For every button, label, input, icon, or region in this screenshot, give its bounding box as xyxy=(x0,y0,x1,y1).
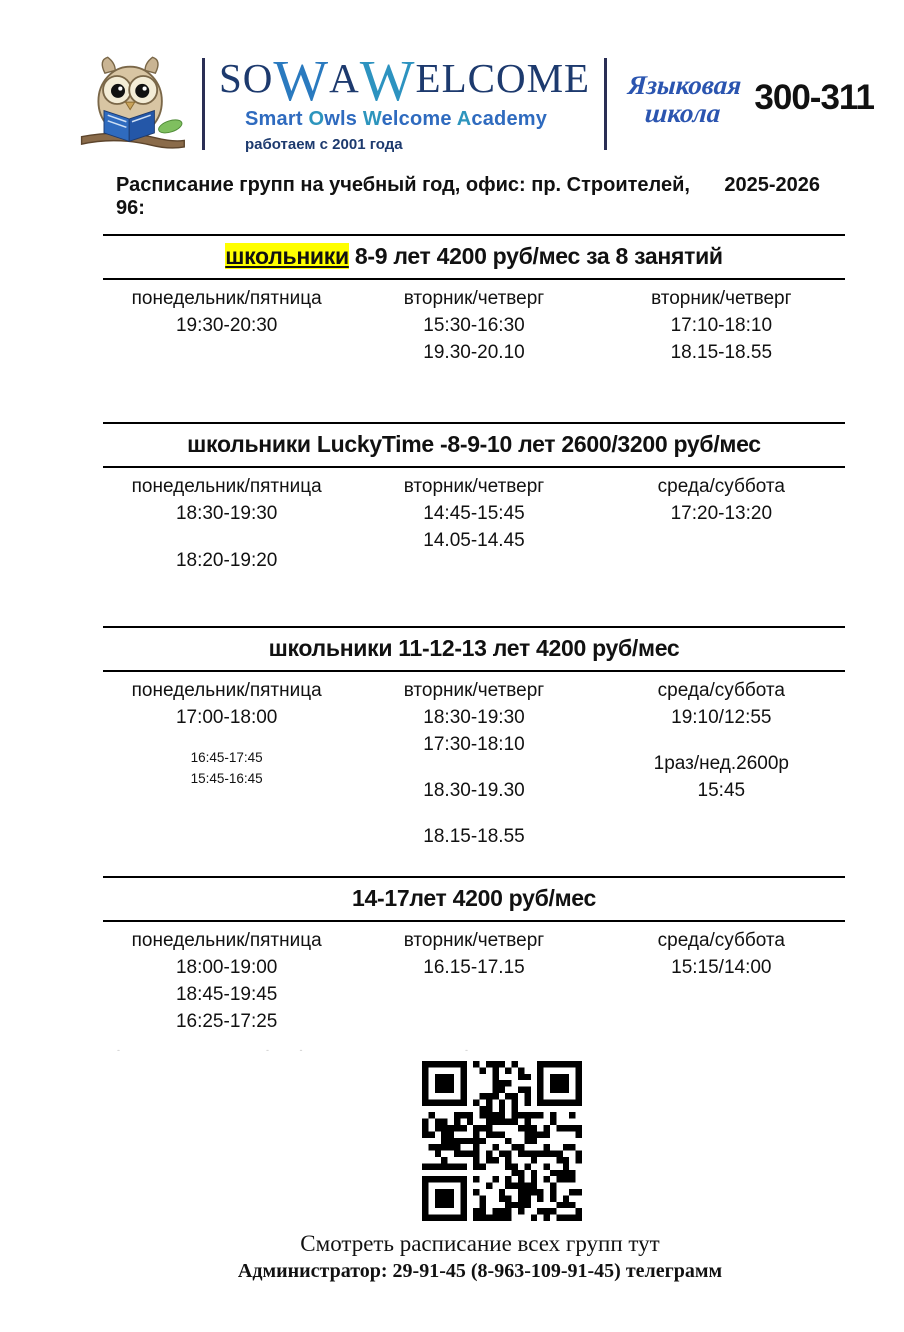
day-label: понедельник/пятница xyxy=(131,930,322,951)
time-slot: 15:15/14:00 xyxy=(671,957,772,978)
time-list xyxy=(598,954,845,981)
qr-code-icon xyxy=(422,1061,582,1221)
brand-letter: ELCOME xyxy=(415,54,591,101)
time-list xyxy=(103,312,350,339)
section-title-text: 8-9 лет 4200 руб/мес за 8 занятий xyxy=(348,243,723,269)
time-slot: 19:30-20:30 xyxy=(175,315,278,336)
time-slot: 18.30-19.30 xyxy=(423,780,525,801)
time-spacer xyxy=(598,731,845,750)
schedule-section xyxy=(103,234,845,410)
day-label: понедельник/пятница xyxy=(131,288,322,309)
section-title-text: 14-17лет 4200 руб/мес xyxy=(352,885,596,911)
time-list xyxy=(350,954,597,981)
time-list xyxy=(598,500,845,527)
time-slot: 18:30-19:30 xyxy=(423,707,525,728)
subtitle-word: Academy xyxy=(456,107,548,130)
time-list xyxy=(103,954,350,1035)
school-type-line2: школа xyxy=(644,98,722,128)
section-gap xyxy=(103,574,845,614)
schedule-column xyxy=(350,680,597,850)
section-title xyxy=(103,424,845,466)
time-list xyxy=(350,704,597,850)
day-label: понедельник/пятница xyxy=(131,680,322,701)
admin-contact-line: Администратор: 29-91-45 (8-963-109-91-45) телеграмм xyxy=(237,1260,723,1282)
time-spacer xyxy=(350,804,597,823)
day-label: среда/суббота xyxy=(657,680,785,701)
schedule-column xyxy=(598,930,845,1035)
header-divider-right xyxy=(604,58,607,150)
schedule-column xyxy=(103,930,350,1035)
school-year: 2025-2026 xyxy=(724,174,821,196)
qr-code xyxy=(418,1057,586,1225)
time-spacer xyxy=(103,731,350,747)
day-label: понедельник/пятница xyxy=(131,476,322,497)
time-slot: 18:20-19:20 xyxy=(175,550,278,571)
time-slot: 15:45 xyxy=(697,780,746,801)
time-slot: 16:45-17:45 xyxy=(190,750,263,765)
header-divider-left xyxy=(202,58,205,150)
time-slot: 17:30-18:10 xyxy=(423,734,525,755)
time-list xyxy=(350,312,597,366)
time-list xyxy=(598,312,845,366)
time-slot: 17:00-18:00 xyxy=(175,707,278,728)
schedule-column xyxy=(350,476,597,574)
brand-letter: W xyxy=(359,48,416,114)
section-title-text: школьники LuckyTime -8-9-10 лет 2600/3200 руб/мес xyxy=(187,431,761,457)
time-slot: 18.15-18.55 xyxy=(670,342,773,363)
owl-logo-icon xyxy=(76,52,188,156)
day-label: вторник/четверг xyxy=(403,930,545,951)
section-title-highlight: школьники xyxy=(225,243,349,269)
time-slot: 18:45-19:45 xyxy=(175,984,278,1005)
schedule-column xyxy=(103,680,350,850)
schedule-columns xyxy=(103,280,845,366)
time-list xyxy=(103,704,350,789)
brand-letter: A xyxy=(329,54,360,101)
faint-erased-text: - - - - xyxy=(117,1045,482,1055)
time-slot: 15:30-16:30 xyxy=(423,315,525,336)
day-label: среда/суббота xyxy=(657,476,785,497)
time-spacer xyxy=(103,527,350,547)
section-title-text: школьники 11-12-13 лет 4200 руб/мес xyxy=(268,635,680,661)
time-slot: 18:00-19:00 xyxy=(175,957,278,978)
document-title-row xyxy=(116,174,820,220)
sections xyxy=(103,234,845,1035)
day-label: вторник/четверг xyxy=(403,476,545,497)
schedule-column xyxy=(103,476,350,574)
phone-number: 300-311 xyxy=(754,78,874,117)
time-slot: 17:10-18:10 xyxy=(670,315,773,336)
schedule-section xyxy=(103,876,845,1035)
page-header xyxy=(76,48,874,156)
subtitle-word: Smart xyxy=(245,107,303,130)
section-gap xyxy=(103,366,845,410)
schedule-column xyxy=(598,680,845,850)
time-slot: 19:10/12:55 xyxy=(671,707,772,728)
brand-letter: W xyxy=(273,48,330,114)
schedule-column xyxy=(350,288,597,366)
subtitle-word: Owls xyxy=(308,107,358,130)
brand-wordmark xyxy=(219,48,591,114)
section-title xyxy=(103,878,845,920)
time-slot: 19.30-20.10 xyxy=(423,342,525,363)
time-list xyxy=(103,500,350,574)
day-label: вторник/четверг xyxy=(403,288,545,309)
schedule-column xyxy=(103,288,350,366)
schedule-columns xyxy=(103,468,845,574)
schedule-column xyxy=(598,476,845,574)
section-title xyxy=(103,236,845,278)
time-slot: 16.15-17.15 xyxy=(423,957,525,978)
schedule-section xyxy=(103,422,845,614)
time-slot: 18.15-18.55 xyxy=(423,826,525,847)
brand-block xyxy=(219,48,591,153)
document-title: Расписание групп на учебный год, офис: пр. Строителей, 96: xyxy=(116,174,690,219)
schedule-section xyxy=(103,626,845,864)
brand-since-label: работаем с 2001 года xyxy=(245,135,403,153)
schedule-column xyxy=(350,930,597,1035)
time-slot: 17:20-13:20 xyxy=(670,503,773,524)
schedule-column xyxy=(598,288,845,366)
time-slot: 15:45-16:45 xyxy=(190,771,263,786)
time-slot: 1раз/нед.2600р xyxy=(653,753,789,774)
time-slot: 16:25-17:25 xyxy=(175,1011,278,1032)
day-label: вторник/четверг xyxy=(651,288,792,309)
brand-letter: SO xyxy=(219,54,274,101)
school-type-line1: Языковая xyxy=(627,69,743,100)
schedule-columns xyxy=(103,672,845,850)
time-list xyxy=(350,500,597,554)
subtitle-word: Welcome xyxy=(362,107,452,130)
time-spacer xyxy=(350,758,597,777)
time-slot: 14.05-14.45 xyxy=(423,530,525,551)
section-title xyxy=(103,628,845,670)
time-slot: 14:45-15:45 xyxy=(423,503,525,524)
school-type-label xyxy=(625,71,742,128)
day-label: вторник/четверг xyxy=(403,680,545,701)
time-slot: 18:30-19:30 xyxy=(175,503,278,524)
schedule-columns xyxy=(103,922,845,1035)
day-label: среда/суббота xyxy=(657,930,785,951)
section-gap xyxy=(103,850,845,864)
schedule-content xyxy=(103,234,845,1283)
time-list xyxy=(598,704,845,804)
qr-caption: Смотреть расписание всех групп тут xyxy=(300,1231,660,1256)
